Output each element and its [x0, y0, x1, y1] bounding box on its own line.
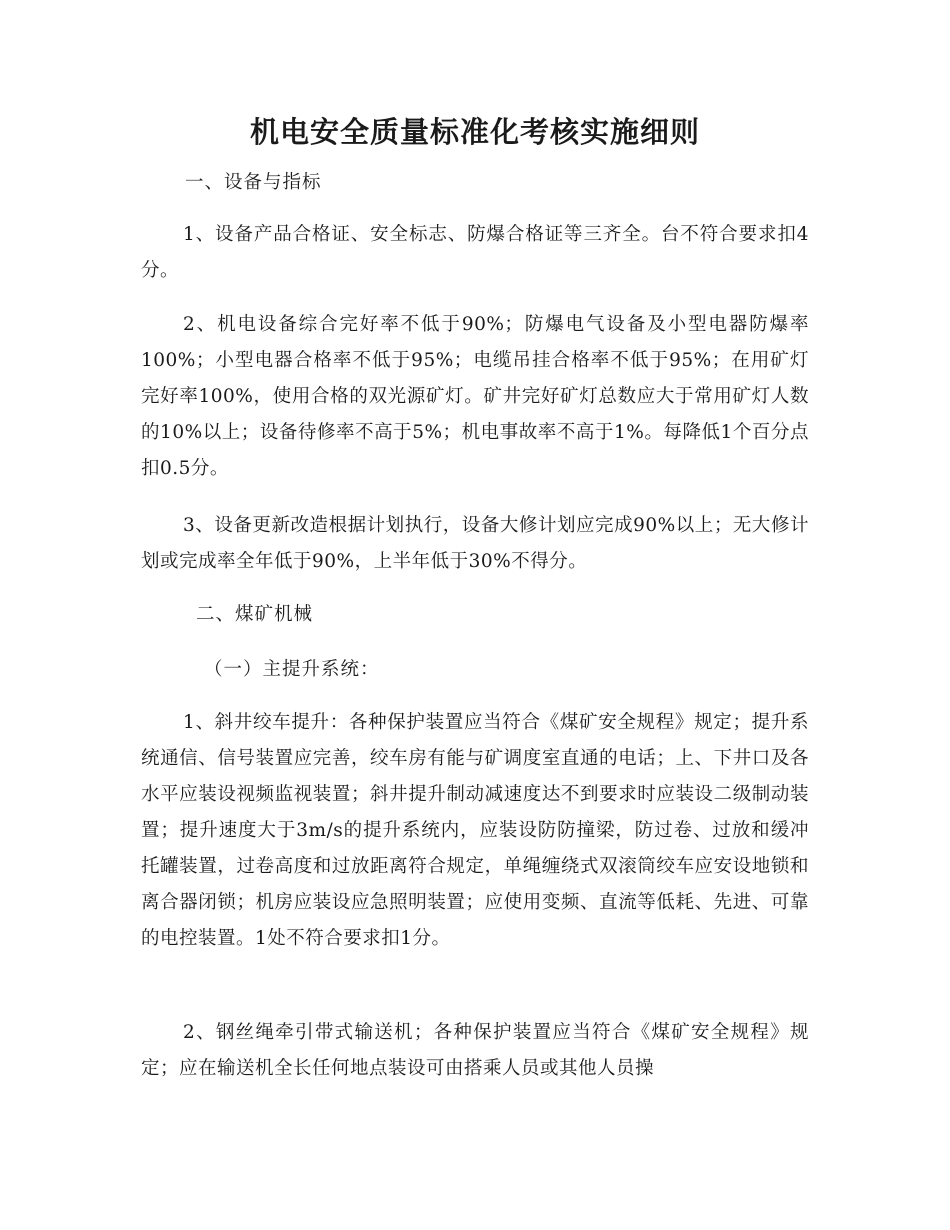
paragraph-certificates: 1、设备产品合格证、安全标志、防爆合格证等三齐全。台不符合要求扣4分。: [141, 224, 809, 281]
paragraph-rope-conveyor: 2、钢丝绳牵引带式输送机；各种保护装置应当符合《煤矿安全规程》规定；应在输送机全长任何地点装设可由搭乘人员或其他人员操: [141, 1022, 809, 1079]
paragraph-overhaul-plan: 3、设备更新改造根据计划执行，设备大修计划应完成90%以上；无大修计划或完成率全年低于90%，上半年低于30%不得分。: [141, 515, 809, 572]
section-heading-coal-machinery: 二、煤矿机械: [196, 604, 314, 625]
subsection-heading-main-hoist: （一）主提升系统：: [204, 659, 380, 680]
document-title: 机电安全质量标准化考核实施细则: [249, 115, 700, 149]
paragraph-incline-winch: 1、斜井绞车提升：各种保护装置应当符合《煤矿安全规程》规定；提升系统通信、信号装置应完善，绞车房有能与矿调度室直通的电话；上、下井口及各水平应装设视频监视装置；斜井提升制动减速度达不到要求时应装设二级制动装置；提升速度大于3m/s的提升系统内，应装设防防撞梁，防过卷、过放和缓冲托罐装置，过卷高度和过放距离符合规定，单绳缠绕式双滚筒绞车应安设地锁和离合器闭锁；机房应装设应急照明装置；应使用变频、直流等低耗、先进、可靠的电控装置。1处不符合要求扣1分。: [141, 712, 809, 949]
paragraph-equipment-rates: 2、机电设备综合完好率不低于90%；防爆电气设备及小型电器防爆率100%；小型电器合格率不低于95%；电缆吊挂合格率不低于95%；在用矿灯完好率100%，使用合格的双光源矿灯。矿井完好矿灯总数应大于常用矿灯人数的10%以上；设备待修率不高于5%；机电事故率不高于1%。每降低1个百分点扣0.5分。: [141, 314, 809, 479]
section-heading-equipment: 一、设备与指标: [185, 172, 322, 193]
